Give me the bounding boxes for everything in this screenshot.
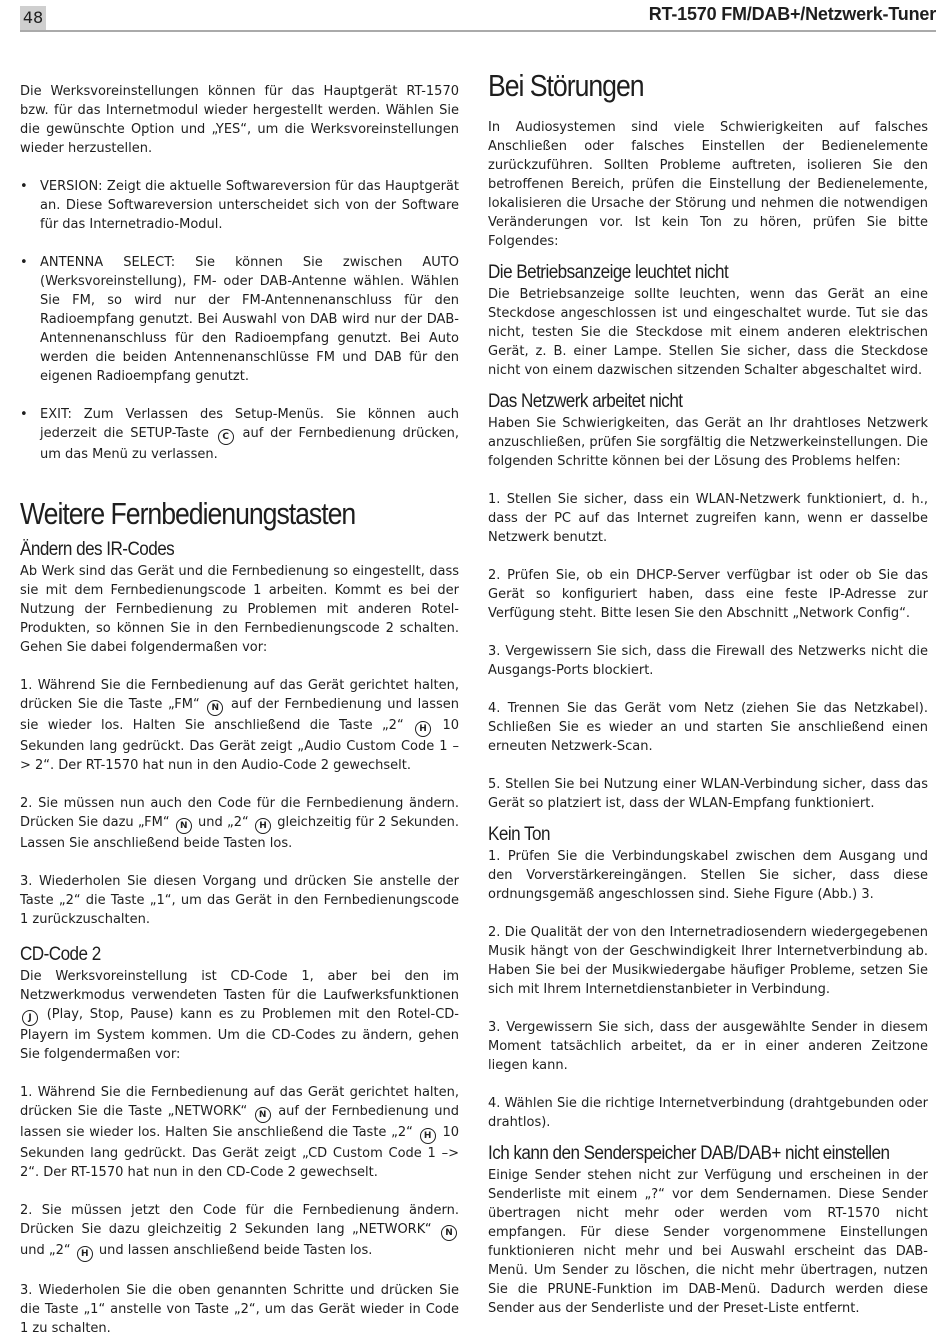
troubleshooting-intro: In Audiosystemen sind viele Schwierigkeiten auf falsches Anschließen oder falsches Einstellen der Bedienelemente zurückzuführen. Sollten Probleme auftreten, isolieren Sie den betroffenen Bereich, prüfen die Einstellung der Bedienelemente, lokalisieren die Ursache der Störung und nehmen die notwendigen Veränderungen vor. Ist kein Ton zu hören, prüfen Sie bitte Folgendes: (488, 120, 928, 249)
bullet-version: • VERSION: Zeigt die aktuelle Softwareversion für das Hauptgerät an. Diese Softwareversion unterscheidet sich von der Software für das Internetradio-Modul. (20, 179, 459, 232)
heading-power-indicator: Die Betriebsanzeige leuchtet nicht (488, 262, 729, 283)
cd-step-1: 1. Während Sie die Fernbedienung auf das Gerät gerichtet halten, drücken Sie die Taste „NETWORK“ N auf der Fernbedienung und lassen sie wieder los. Halten Sie anschließend die Taste „2“ H 10 Sekunden lang gedrückt. Das Gerät zeigt „CD Custom Code 1 –> 2“. Der RT-1570 hat nun in den CD-Code 2 gewechselt. (20, 1085, 459, 1180)
key-n-icon: N (255, 1107, 271, 1123)
cd-step-3: 3. Wiederholen Sie die oben genannten Schritte und drücken Sie die Taste „1“ anstelle von Taste „2“, um das Gerät wieder in Code 1 zu schalten. (20, 1283, 459, 1336)
key-h-icon: H (255, 818, 271, 834)
key-j-icon: J (22, 1010, 38, 1026)
bullet-dot: • (20, 255, 28, 270)
key-n-icon: N (176, 818, 192, 834)
heading-dab-presets: Ich kann den Senderspeicher DAB/DAB+ nicht einstellen (488, 1143, 890, 1164)
heading-no-sound: Kein Ton (488, 824, 550, 845)
heading-ir-code: Ändern des IR-Codes (20, 539, 175, 560)
sound-step-2: 2. Die Qualität der von den Internetradiosendern wiedergegebenen Musik hängt von der Geschwindigkeit Ihrer Internetverbindung ab. Haben Sie bei der Musikwiedergabe häufiger Probleme, setzen Sie sich mit Ihrem Internetdienstanbieter in Verbindung. (488, 925, 928, 997)
ir-intro: Ab Werk sind das Gerät und die Fernbedienung so eingestellt, dass sie mit dem Fernbedienungscode 1 arbeiten. Kommt es bei der Nutzung der Fernbedienung zu Problemen mit anderen Rotel-Produkten, so können Sie in den Fernbedienungscode 2 schalten. Gehen Sie dabei folgendermaßen vor: (20, 564, 459, 655)
heading-cd-code: CD-Code 2 (20, 944, 101, 965)
sound-step-1: 1. Prüfen Sie die Verbindungskabel zwischen dem Ausgang und den Vorverstärkereingängen. Stellen Sie sicher, dass diese ordnungsgemäß angeschlossen sind. Siehe Figure (Abb.) 3. (488, 849, 928, 902)
sound-step-3: 3. Vergewissern Sie sich, dass der ausgewählte Sender in diesem Moment tatsächlich arbeitet, da er in einer anderen Zeitzone liegen kann. (488, 1020, 928, 1073)
header-rule (20, 30, 936, 32)
ir-step-3: 3. Wiederholen Sie diesen Vorgang und drücken Sie anstelle der Taste „2“ die Taste „1“, um das Gerät in den Fernbedienungscode 1 zurückzuschalten. (20, 874, 459, 927)
bullet-dot: • (20, 407, 28, 422)
network-step-1: 1. Stellen Sie sicher, dass ein WLAN-Netzwerk funktioniert, d. h., dass der PC auf das Internet zugreifen kann, wenn er dasselbe Netzwerk benutzt. (488, 492, 928, 545)
ir-step-1: 1. Während Sie die Fernbedienung auf das Gerät gerichtet halten, drücken Sie die Taste „FM“ N auf der Fernbedienung und lassen sie wieder los. Halten Sie anschließend die Taste „2“ H 10 Sekunden lang gedrückt. Das Gerät zeigt „Audio Custom Code 1 –> 2“. Der RT-1570 hat nun in den Audio-Code 2 gewechselt. (20, 678, 459, 773)
key-n-icon: N (207, 700, 223, 716)
running-title: RT-1570 FM/DAB+/Netzwerk-Tuner (648, 4, 936, 24)
key-h-icon: H (77, 1246, 93, 1262)
network-step-3: 3. Vergewissern Sie sich, dass die Firewall des Netzwerks nicht die Ausgangs-Ports blockiert. (488, 644, 928, 678)
section-title-troubleshooting: Bei Störungen (488, 68, 644, 103)
key-c-icon: C (218, 429, 234, 445)
key-n-icon: N (441, 1225, 457, 1241)
right-column (488, 66, 928, 1318)
section-title-remote-keys: Weitere Fernbedienungstasten (20, 496, 356, 531)
ir-step-2: 2. Sie müssen nun auch den Code für die Fernbedienung ändern. Drücken Sie dazu „FM“ N und „2“ H gleichzeitig für 2 Sekunden. Lassen Sie anschließend beide Tasten los. (20, 796, 460, 851)
bullet-antenna-select: • ANTENNA SELECT: Sie können Sie zwischen AUTO (Werksvoreinstellung), FM- oder DAB-Antenne wählen. Wählen Sie FM, so wird nur der FM-Antennenanschluss für den Radioempfang genutzt. Bei Auswahl von DAB wird nur der DAB-Antennenanschluss für den Radioempfang genutzt. Bei Auto werden die beiden Antennenanschlüsse FM und DAB für den eigenen Radioempfang genutzt. (20, 255, 459, 384)
left-column (20, 82, 459, 1338)
heading-network: Das Netzwerk arbeitet nicht (488, 391, 683, 412)
network-intro: Haben Sie Schwierigkeiten, das Gerät an Ihr drahtloses Netzwerk anzuschließen, prüfen Sie sorgfältig die Netzwerkeinstellungen. Die folgenden Schritte können bei der Lösung des Problems helfen: (488, 416, 928, 469)
key-h-icon: H (415, 721, 431, 737)
factory-reset-paragraph: Die Werksvoreinstellungen können für das Hauptgerät RT-1570 bzw. für das Internetmodul wieder hergestellt werden. Wählen Sie die gewünschte Option und „YES“, um die Werksvoreinstellungen wieder herzustellen. (20, 84, 459, 156)
bullet-dot: • (20, 179, 28, 194)
cd-intro: Die Werksvoreinstellung ist CD-Code 1, aber bei den im Netzwerkmodus verwendeten Tasten für die Laufwerksfunktionen J (Play, Stop, Pause) kann es zu Problemen mit den Rotel-CD-Playern im System kommen. Um die CD-Codes zu ändern, gehen Sie folgendermaßen vor: (20, 969, 459, 1062)
cd-step-2: 2. Sie müssen jetzt den Code für die Fernbedienung ändern. Drücken Sie dazu gleichzeitig 2 Sekunden lang „NETWORK“ N und „2“ H und lassen anschließend beide Tasten los. (20, 1201, 459, 1262)
power-paragraph: Die Betriebsanzeige sollte leuchten, wenn das Gerät an eine Steckdose angeschlossen ist und eingeschaltet wurde. Tut sie das nicht, testen Sie die Steckdose mit einem anderen elektrischen Gerät, z. B. einer Lampe. Stellen Sie sicher, dass die Steckdose nicht von einem dazwischen sitzenden Schalter abgeschaltet wird. (488, 287, 928, 378)
bullet-exit: • EXIT: Zum Verlassen des Setup-Menüs. Sie können auch jederzeit die SETUP-Taste C auf der Fernbedienung drücken, um das Menü zu verlassen. (20, 407, 459, 462)
network-step-2: 2. Prüfen Sie, ob ein DHCP-Server verfügbar ist oder ob Sie das Gerät so konfiguriert haben, dass eine feste IP-Adresse zur Verfügung steht. Bitte lesen Sie den Abschnitt „Network Config“. (488, 568, 928, 621)
dab-paragraph: Einige Sender stehen nicht zur Verfügung und erscheinen in der Senderliste mit einem „?“ vor dem Sendernamen. Diese Sender übertragen nicht mehr oder werden vom RT-1570 nicht empfangen. Für diese Sender vorgenommene Einstellungen funktionieren nicht mehr und bei Auswahl erscheint das DAB-Menü. Um Sender zu löschen, die nicht mehr übertragen, nutzen Sie die PRUNE-Funktion im DAB-Menü. Dadurch werden diese Sender aus der Senderliste und der Preset-Liste entfernt. (488, 1168, 928, 1316)
page-number: 48 (20, 6, 46, 30)
sound-step-4: 4. Wählen Sie die richtige Internetverbindung (drahtgebunden oder drahtlos). (488, 1096, 928, 1130)
key-h-icon: H (420, 1128, 436, 1144)
network-step-5: 5. Stellen Sie bei Nutzung einer WLAN-Verbindung sicher, dass das Gerät so platziert ist, dass der WLAN-Empfang funktioniert. (488, 777, 928, 811)
network-step-4: 4. Trennen Sie das Gerät vom Netz (ziehen Sie das Netzkabel). Schließen Sie es wieder an und starten Sie anschließend einen erneuten Netzwerk-Scan. (488, 701, 928, 754)
